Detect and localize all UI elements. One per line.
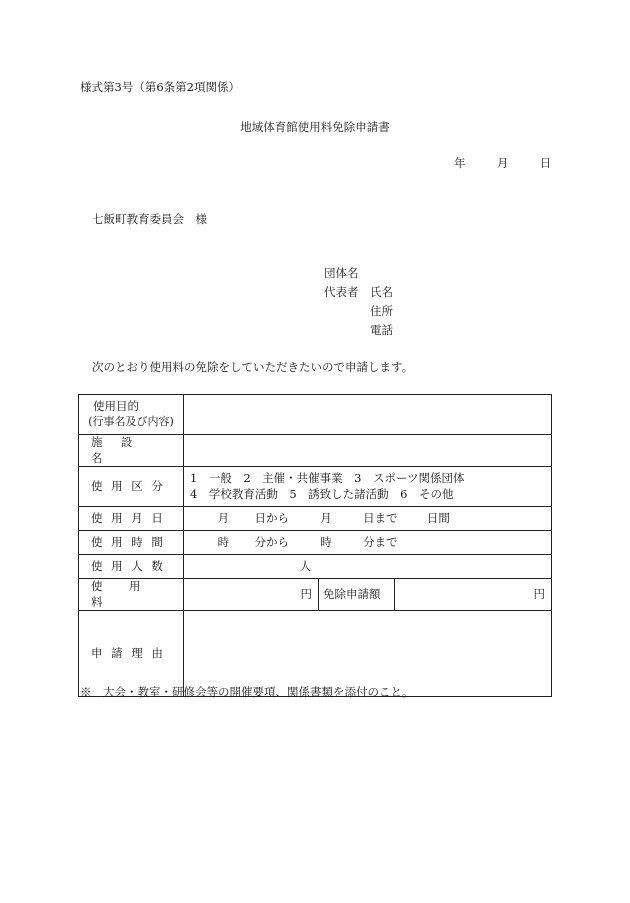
attachment-note: ※ 大会・教室・研修会等の開催要項、関係書類を添付のこと。 xyxy=(80,685,414,699)
date-line xyxy=(454,158,551,170)
fee-unit: 円 xyxy=(300,586,312,601)
category-row xyxy=(79,467,552,507)
use-time-label: 使用時間 xyxy=(91,534,172,549)
purpose-row xyxy=(79,395,552,435)
facility-row xyxy=(79,435,552,467)
document-title: 地域体育館使用料免除申請書 xyxy=(240,120,390,134)
people-label-cell xyxy=(79,555,184,579)
reason-input-cell[interactable] xyxy=(184,611,552,697)
category-options-line-2: 4 学校教育活動 5 誘致した諸活動 6 その他 xyxy=(190,486,454,501)
use-time-input-cell[interactable] xyxy=(184,531,552,555)
category-label-cell xyxy=(79,467,184,507)
exemption-unit: 円 xyxy=(533,586,545,601)
phone-label: 電話 xyxy=(370,323,393,337)
facility-label: 施設名 xyxy=(91,435,151,465)
use-date-day-to: 日まで xyxy=(363,510,398,525)
application-form-table xyxy=(78,394,552,697)
use-time-hour-to: 時 xyxy=(320,534,332,549)
use-date-month-from: 月 xyxy=(217,510,230,525)
use-time-minute-to: 分まで xyxy=(363,534,398,549)
reason-row xyxy=(79,611,552,697)
category-options-line-1: 1 一般 2 主催・共催事業 3 スポーツ関係団体 xyxy=(190,471,465,486)
address-label: 住所 xyxy=(370,304,393,318)
purpose-input-cell[interactable] xyxy=(184,395,552,435)
name-label: 氏名 xyxy=(370,285,393,299)
reason-label: 申請理由 xyxy=(91,645,172,660)
addressee: 七飯町教育委員会 様 xyxy=(92,212,207,226)
facility-label-cell xyxy=(79,435,184,467)
form-number: 様式第3号（第6条第2項関係） xyxy=(80,80,240,94)
fee-label: 使用料 xyxy=(91,579,167,609)
category-options-cell[interactable] xyxy=(184,467,552,507)
use-time-minute-from: 分から xyxy=(254,534,289,549)
use-date-day-from: 日から xyxy=(254,510,289,525)
date-day-label: 日 xyxy=(539,156,552,170)
purpose-label: 使用目的 xyxy=(93,399,139,414)
exemption-label-cell xyxy=(319,579,395,611)
use-date-label-cell xyxy=(79,507,184,531)
date-year-label: 年 xyxy=(454,156,466,170)
use-date-label: 使用月日 xyxy=(91,510,172,525)
fee-row xyxy=(79,579,552,611)
category-label: 使用区分 xyxy=(91,478,172,493)
org-name-label: 団体名 xyxy=(324,266,359,280)
use-date-input-cell[interactable] xyxy=(184,507,552,531)
intro-text: 次のとおり使用料の免除をしていただきたいので申請します。 xyxy=(92,360,414,374)
exemption-label: 免除申請額 xyxy=(323,586,381,601)
facility-input-cell[interactable] xyxy=(184,435,552,467)
exemption-input-cell[interactable] xyxy=(395,579,552,611)
fee-label-cell xyxy=(79,579,184,611)
people-row xyxy=(79,555,552,579)
use-date-month-to: 月 xyxy=(320,510,332,525)
people-unit: 人 xyxy=(299,558,312,573)
purpose-sub-label: (行事名及び内容) xyxy=(88,414,174,428)
use-time-label-cell xyxy=(79,531,184,555)
use-date-row xyxy=(79,507,552,531)
fee-input-cell[interactable] xyxy=(184,579,319,611)
purpose-label-cell xyxy=(79,395,184,435)
people-input-cell[interactable] xyxy=(184,555,552,579)
representative-label: 代表者 xyxy=(324,285,359,299)
use-date-days: 日間 xyxy=(426,510,450,525)
date-month-label: 月 xyxy=(496,156,509,170)
reason-label-cell xyxy=(79,611,184,697)
use-time-row xyxy=(79,531,552,555)
people-label: 使用人数 xyxy=(91,558,172,573)
use-time-hour-from: 時 xyxy=(217,534,230,549)
